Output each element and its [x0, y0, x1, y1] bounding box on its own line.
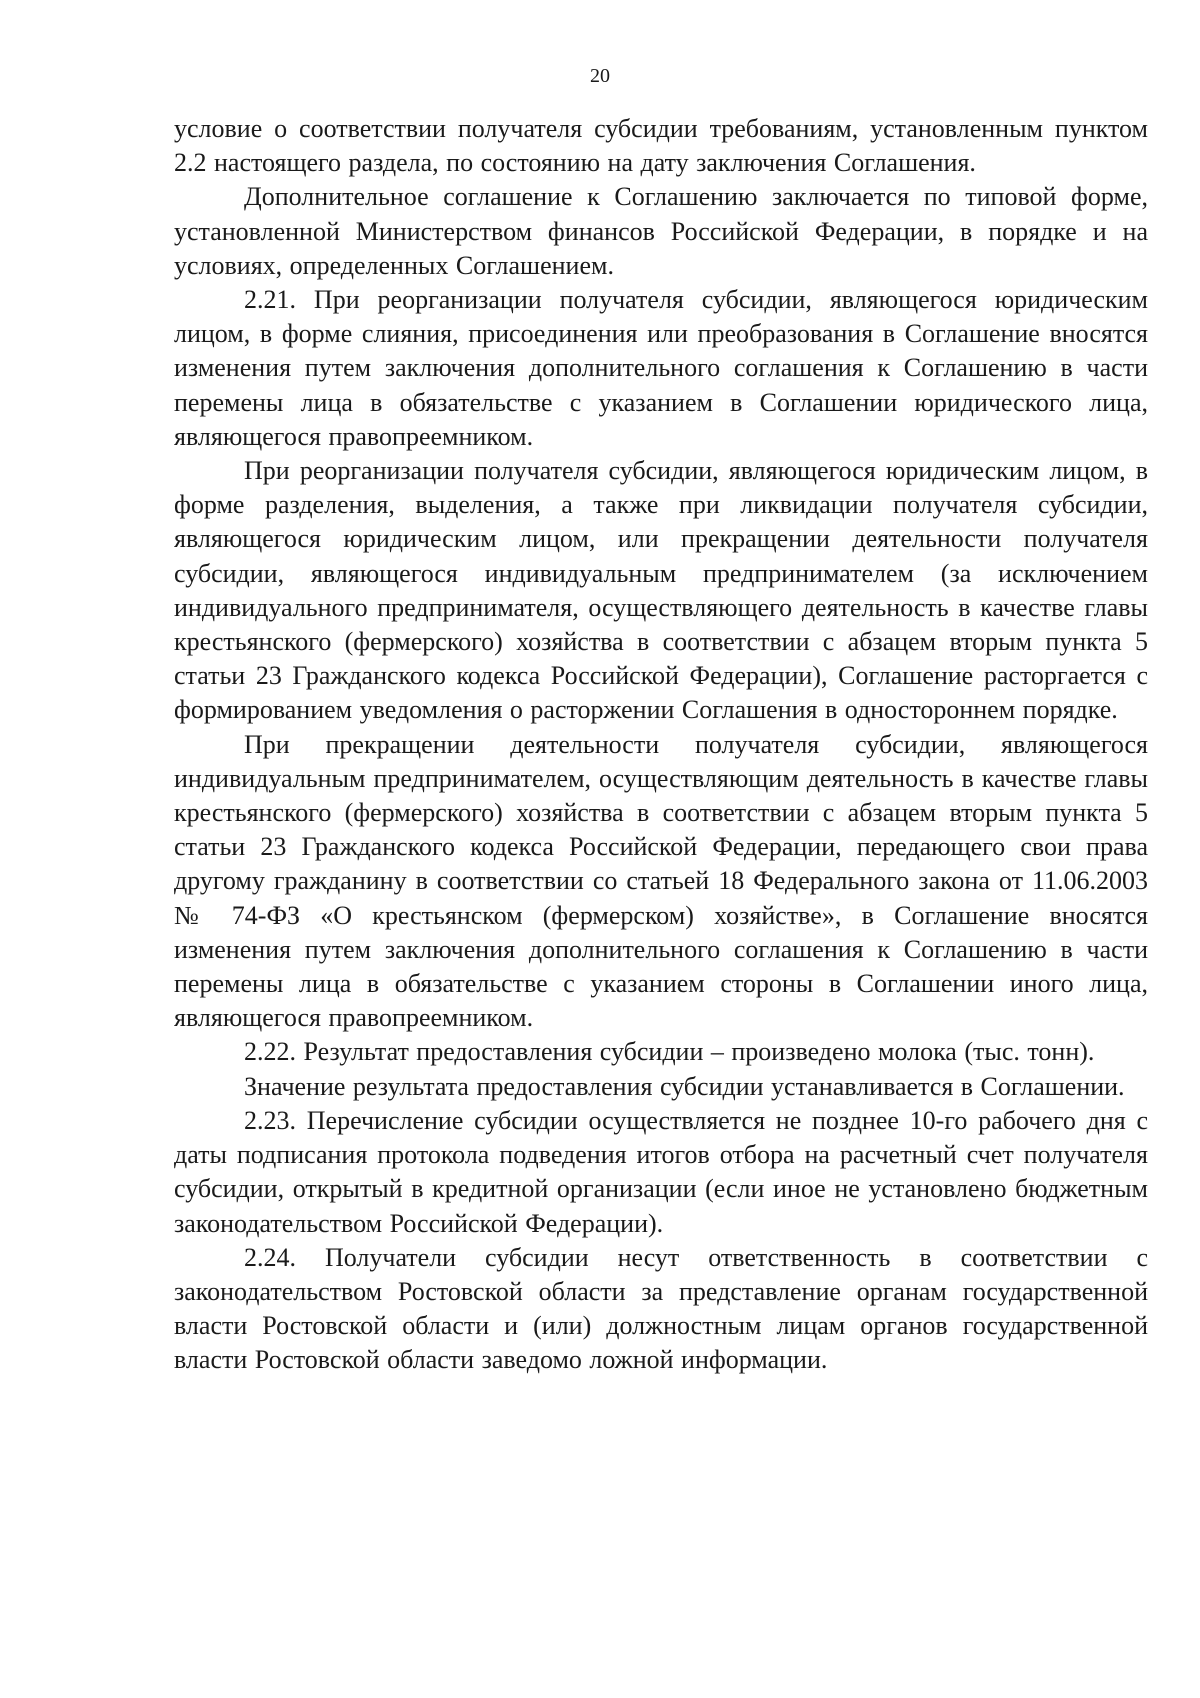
page-number: 20	[590, 65, 610, 87]
document-body	[174, 112, 1148, 1378]
paragraph-reorganization-division: При реорганизации получателя субсидии, являющегося юридическим лицом, в форме разделения, выделения, а также при ликвидации получателя субсидии, являющегося юридическим лицом, или прекращении деятельности получателя субсидии, являющегося индивидуальным предпринимателем (за исключением индивидуального предпринимателя, осуществляющего деятельность в качестве главы крестьянского (фермерского) хозяйства в соответствии с абзацем вторым пункта 5 статьи 23 Гражданского кодекса Российской Федерации), Соглашение расторгается с формированием уведомления о расторжении Соглашения в одностороннем порядке.	[174, 456, 1148, 725]
paragraph-termination-farmer: При прекращении деятельности получателя субсидии, являющегося индивидуальным предпринимателем, осуществляющим деятельность в качестве главы крестьянского (фермерского) хозяйства в соответствии с абзацем вторым пункта 5 статьи 23 Гражданского кодекса Российской Федерации, передающего свои права другому гражданину в соответствии со статьей 18 Федерального закона от 11.06.2003 № 74-ФЗ «О крестьянском (фермерском) хозяйстве», в Соглашение вносятся изменения путем заключения дополнительного соглашения к Соглашению в части перемены лица в обязательстве с указанием стороны в Соглашении иного лица, являющегося правопреемником.	[174, 729, 1148, 1033]
paragraph-additional-agreement: Дополнительное соглашение к Соглашению заключается по типовой форме, установленной Министерством финансов Российской Федерации, в порядке и на условиях, определенных Соглашением.	[174, 182, 1148, 280]
paragraph-clause-2-23: 2.23. Перечисление субсидии осуществляется не позднее 10-го рабочего дня с даты подписания протокола подведения итогов отбора на расчетный счет получателя субсидии, открытый в кредитной организации (если иное не установлено бюджетным законодательством Российской Федерации).	[174, 1105, 1148, 1238]
paragraph-result-value: Значение результата предоставления субсидии устанавливается в Соглашении.	[244, 1071, 1125, 1101]
paragraph-continuation: условие о соответствии получателя субсидии требованиям, установленным пунктом 2.2 настоящего раздела, по состоянию на дату заключения Соглашения.	[174, 114, 1148, 178]
paragraph-clause-2-22: 2.22. Результат предоставления субсидии – произведено молока (тыс. тонн).	[244, 1037, 1095, 1067]
paragraph-clause-2-24: 2.24. Получатели субсидии несут ответственность в соответствии с законодательством Ростовской области за представление органам государственной власти Ростовской области и (или) должностным лицам органов государственной власти Ростовской области заведомо ложной информации.	[174, 1242, 1148, 1375]
paragraph-clause-2-21: 2.21. При реорганизации получателя субсидии, являющегося юридическим лицом, в форме слияния, присоединения или преобразования в Соглашение вносятся изменения путем заключения дополнительного соглашения к Соглашению в части перемены лица в обязательстве с указанием в Соглашении юридического лица, являющегося правопреемником.	[174, 285, 1148, 451]
